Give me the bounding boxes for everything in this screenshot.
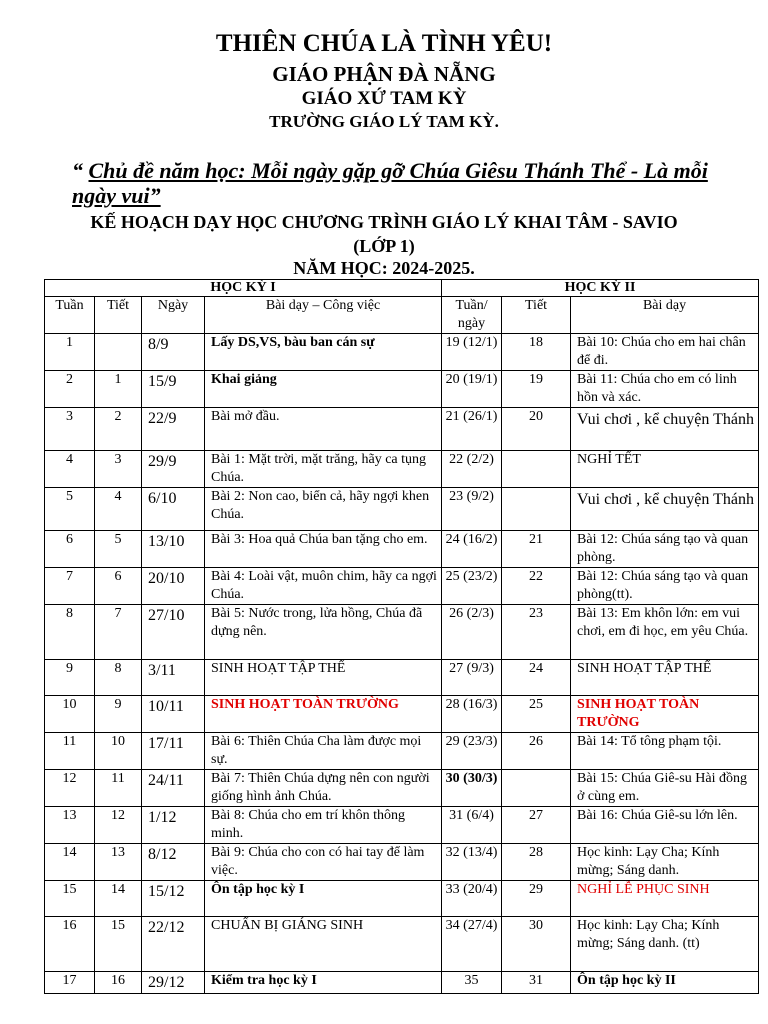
week-date-cell: 30 (30/3)	[442, 770, 502, 807]
year-theme	[72, 158, 732, 208]
period-cell: 3	[95, 451, 142, 488]
period-cell: 5	[95, 531, 142, 568]
task-cell: Bài 3: Hoa quả Chúa ban tặng cho em.	[205, 531, 442, 568]
week-cell: 6	[45, 531, 95, 568]
lesson-2-cell: Bài 12: Chúa sáng tạo và quan phòng.	[571, 531, 759, 568]
week-date-cell: 29 (23/3)	[442, 733, 502, 770]
period-2-cell: 28	[502, 844, 571, 881]
week-date-cell: 22 (2/2)	[442, 451, 502, 488]
task-cell: CHUẨN BỊ GIÁNG SINH	[205, 917, 442, 972]
lesson-2-cell: Bài 11: Chúa cho em có linh hồn và xác.	[571, 371, 759, 408]
lesson-2-cell: Vui chơi , kể chuyện Thánh	[571, 488, 759, 531]
period-2-cell: 25	[502, 696, 571, 733]
week-cell: 7	[45, 568, 95, 605]
table-row	[45, 334, 759, 371]
task-cell: Bài 9: Chúa cho con có hai tay để làm việc.	[205, 844, 442, 881]
semester-header-row	[45, 280, 759, 297]
period-cell: 14	[95, 881, 142, 917]
table-row	[45, 917, 759, 972]
table-row	[45, 371, 759, 408]
period-2-cell: 21	[502, 531, 571, 568]
date-cell: 20/10	[142, 568, 205, 605]
period-cell: 1	[95, 371, 142, 408]
plan-title: KẾ HOẠCH DẠY HỌC CHƯƠNG TRÌNH GIÁO LÝ KHAI TÂM - SAVIO	[90, 212, 678, 232]
task-cell: Bài 7: Thiên Chúa dựng nên con người giống hình ảnh Chúa.	[205, 770, 442, 807]
week-cell: 9	[45, 660, 95, 696]
task-cell: Kiểm tra học kỳ I	[205, 972, 442, 994]
semester-1-header: HỌC KỲ I	[45, 280, 442, 297]
motto-heading: THIÊN CHÚA LÀ TÌNH YÊU!	[215, 30, 553, 57]
week-date-cell: 34 (27/4)	[442, 917, 502, 972]
table-row	[45, 696, 759, 733]
date-cell: 3/11	[142, 660, 205, 696]
week-date-cell: 27 (9/3)	[442, 660, 502, 696]
table-row	[45, 605, 759, 660]
table-row	[45, 844, 759, 881]
table-row	[45, 568, 759, 605]
table-row	[45, 972, 759, 994]
lesson-2-cell: Bài 15: Chúa Giê-su Hài đồng ở cùng em.	[571, 770, 759, 807]
task-cell: Lấy DS,VS, bàu ban cán sự	[205, 334, 442, 371]
lesson-2-cell: Bài 14: Tổ tông phạm tội.	[571, 733, 759, 770]
week-date-cell: 19 (12/1)	[442, 334, 502, 371]
period-cell: 8	[95, 660, 142, 696]
grade-label: (LỚP 1)	[353, 236, 415, 256]
week-date-cell: 33 (20/4)	[442, 881, 502, 917]
week-date-cell: 26 (2/3)	[442, 605, 502, 660]
theme-open-quote: “	[72, 158, 89, 183]
period-2-cell: 18	[502, 334, 571, 371]
period-cell: 7	[95, 605, 142, 660]
task-cell: SINH HOẠT TOÀN TRƯỜNG	[205, 696, 442, 733]
school-year: NĂM HỌC: 2024-2025.	[293, 258, 475, 278]
period-2-cell: 27	[502, 807, 571, 844]
week-date-cell: 32 (13/4)	[442, 844, 502, 881]
date-cell: 13/10	[142, 531, 205, 568]
week-date-cell: 35	[442, 972, 502, 994]
theme-text: Chủ đề năm học: Mỗi ngày gặp gỡ Chúa Giêsu Thánh Thể - Là mỗi ngày vui”	[72, 158, 708, 208]
lesson-2-cell: NGHỈ TẾT	[571, 451, 759, 488]
week-cell: 2	[45, 371, 95, 408]
col-lesson-2: Bài dạy	[571, 297, 759, 334]
date-cell: 27/10	[142, 605, 205, 660]
table-row	[45, 733, 759, 770]
period-cell: 11	[95, 770, 142, 807]
period-cell: 12	[95, 807, 142, 844]
table-row	[45, 660, 759, 696]
date-cell: 8/12	[142, 844, 205, 881]
week-cell: 8	[45, 605, 95, 660]
col-task: Bài dạy – Công việc	[205, 297, 442, 334]
lesson-2-cell: Bài 12: Chúa sáng tạo và quan phòng(tt).	[571, 568, 759, 605]
semester-2-header: HỌC KỲ II	[442, 280, 759, 297]
week-date-cell: 25 (23/2)	[442, 568, 502, 605]
col-week: Tuần	[45, 297, 95, 334]
period-cell: 9	[95, 696, 142, 733]
week-cell: 4	[45, 451, 95, 488]
week-cell: 13	[45, 807, 95, 844]
period-cell: 2	[95, 408, 142, 451]
column-header-row	[45, 297, 759, 334]
period-2-cell: 31	[502, 972, 571, 994]
period-2-cell: 20	[502, 408, 571, 451]
table-row	[45, 488, 759, 531]
period-cell: 16	[95, 972, 142, 994]
week-cell: 15	[45, 881, 95, 917]
week-cell: 12	[45, 770, 95, 807]
parish-heading: GIÁO XỨ TAM KỲ	[301, 88, 467, 109]
period-2-cell: 22	[502, 568, 571, 605]
period-cell	[95, 334, 142, 371]
period-2-cell: 23	[502, 605, 571, 660]
lesson-2-cell: Ôn tập học kỳ II	[571, 972, 759, 994]
week-date-cell: 23 (9/2)	[442, 488, 502, 531]
week-cell: 16	[45, 917, 95, 972]
task-cell: Bài 1: Mặt trời, mặt trăng, hãy ca tụng Chúa.	[205, 451, 442, 488]
week-date-cell: 20 (19/1)	[442, 371, 502, 408]
date-cell: 22/9	[142, 408, 205, 451]
date-cell: 15/9	[142, 371, 205, 408]
table-row	[45, 770, 759, 807]
date-cell: 6/10	[142, 488, 205, 531]
task-cell: Bài 4: Loài vật, muôn chim, hãy ca ngợi Chúa.	[205, 568, 442, 605]
task-cell: Khai giảng	[205, 371, 442, 408]
week-cell: 1	[45, 334, 95, 371]
period-cell: 10	[95, 733, 142, 770]
lesson-2-cell: NGHỈ LỄ PHỤC SINH	[571, 881, 759, 917]
date-cell: 1/12	[142, 807, 205, 844]
period-2-cell	[502, 488, 571, 531]
lesson-2-cell: Bài 10: Chúa cho em hai chân để đi.	[571, 334, 759, 371]
period-cell: 15	[95, 917, 142, 972]
date-cell: 8/9	[142, 334, 205, 371]
table-row	[45, 807, 759, 844]
lesson-2-cell: Bài 13: Em khôn lớn: em vui chơi, em đi học, em yêu Chúa.	[571, 605, 759, 660]
week-date-cell: 28 (16/3)	[442, 696, 502, 733]
lesson-2-cell: Học kinh: Lạy Cha; Kính mừng; Sáng danh. (tt)	[571, 917, 759, 972]
col-period-2: Tiết	[502, 297, 571, 334]
col-week-date-2: Tuần/ ngày	[442, 297, 502, 334]
week-cell: 3	[45, 408, 95, 451]
lesson-2-cell: Vui chơi , kể chuyện Thánh	[571, 408, 759, 451]
lesson-2-cell: SINH HOẠT TẬP THỂ	[571, 660, 759, 696]
period-2-cell	[502, 451, 571, 488]
week-date-cell: 24 (16/2)	[442, 531, 502, 568]
week-cell: 17	[45, 972, 95, 994]
week-date-cell: 21 (26/1)	[442, 408, 502, 451]
date-cell: 10/11	[142, 696, 205, 733]
table-row	[45, 408, 759, 451]
week-cell: 14	[45, 844, 95, 881]
table-row	[45, 531, 759, 568]
col-date: Ngày	[142, 297, 205, 334]
task-cell: Bài 5: Nước trong, lửa hồng, Chúa đã dựng nên.	[205, 605, 442, 660]
date-cell: 15/12	[142, 881, 205, 917]
period-2-cell: 19	[502, 371, 571, 408]
week-cell: 11	[45, 733, 95, 770]
period-2-cell	[502, 770, 571, 807]
week-cell: 10	[45, 696, 95, 733]
table-row	[45, 881, 759, 917]
period-cell: 6	[95, 568, 142, 605]
task-cell: Ôn tập học kỳ I	[205, 881, 442, 917]
schedule-table	[44, 279, 759, 994]
date-cell: 24/11	[142, 770, 205, 807]
date-cell: 17/11	[142, 733, 205, 770]
week-cell: 5	[45, 488, 95, 531]
col-period: Tiết	[95, 297, 142, 334]
date-cell: 22/12	[142, 917, 205, 972]
week-date-cell: 31 (6/4)	[442, 807, 502, 844]
lesson-2-cell: Bài 16: Chúa Giê-su lớn lên.	[571, 807, 759, 844]
period-2-cell: 29	[502, 881, 571, 917]
date-cell: 29/9	[142, 451, 205, 488]
diocese-heading: GIÁO PHẬN ĐÀ NẴNG	[272, 62, 496, 86]
period-cell: 13	[95, 844, 142, 881]
period-2-cell: 24	[502, 660, 571, 696]
period-2-cell: 30	[502, 917, 571, 972]
lesson-2-cell: Học kinh: Lạy Cha; Kính mừng; Sáng danh.	[571, 844, 759, 881]
lesson-2-cell: SINH HOẠT TOÀN TRƯỜNG	[571, 696, 759, 733]
task-cell: Bài 6: Thiên Chúa Cha làm được mọi sự.	[205, 733, 442, 770]
task-cell: Bài mở đầu.	[205, 408, 442, 451]
date-cell: 29/12	[142, 972, 205, 994]
task-cell: SINH HOẠT TẬP THỂ	[205, 660, 442, 696]
school-heading: TRƯỜNG GIÁO LÝ TAM KỲ.	[269, 112, 499, 131]
table-row	[45, 451, 759, 488]
task-cell: Bài 2: Non cao, biển cả, hãy ngợi khen Chúa.	[205, 488, 442, 531]
task-cell: Bài 8: Chúa cho em trí khôn thông minh.	[205, 807, 442, 844]
period-cell: 4	[95, 488, 142, 531]
period-2-cell: 26	[502, 733, 571, 770]
